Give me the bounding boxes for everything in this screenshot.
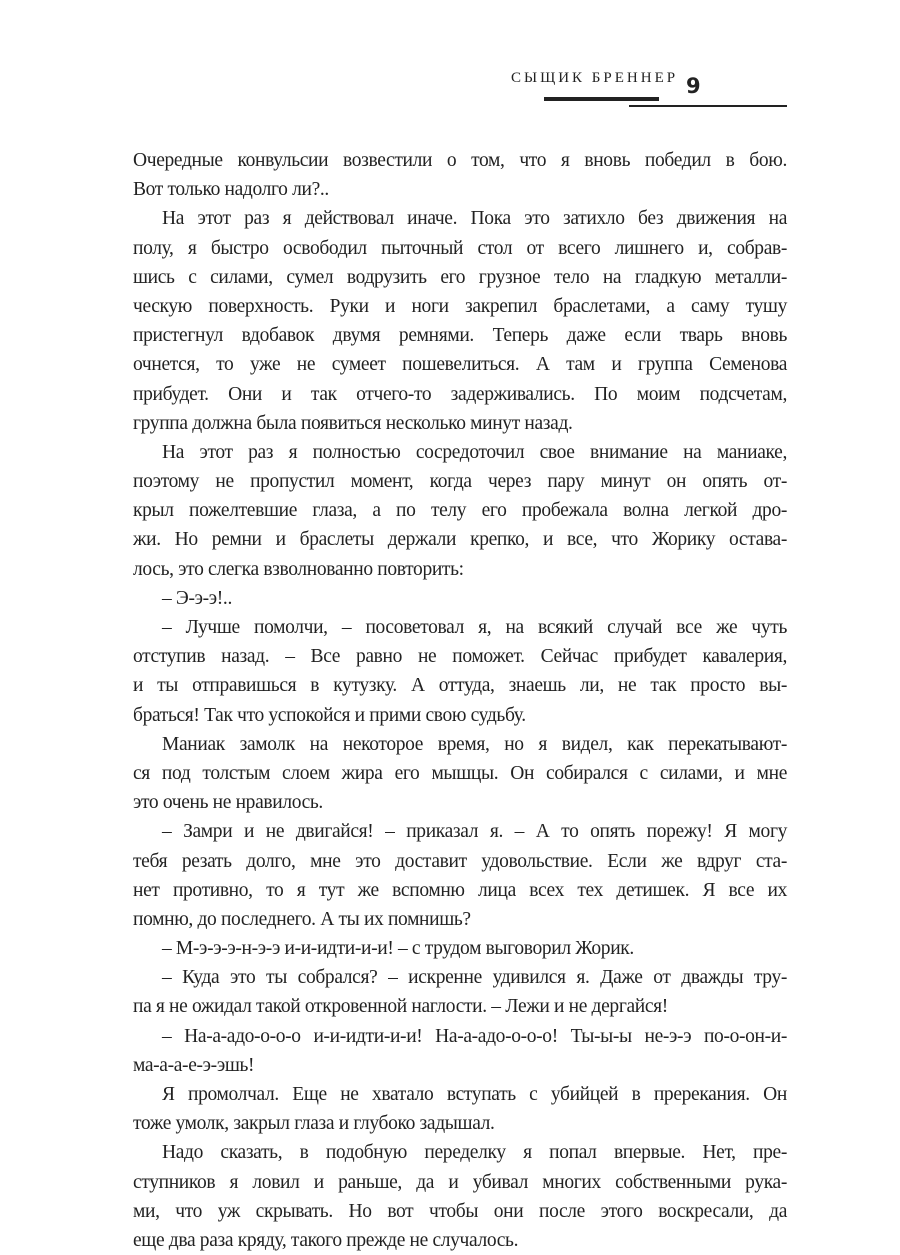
- text-line: – Э-э-э!..: [162, 587, 232, 609]
- text-line: еще два раза кряду, такого прежде не случалось.: [133, 1229, 519, 1251]
- text-line: тоже умолк, закрыл глаза и глубоко задышал.: [133, 1113, 495, 1135]
- text-line: На этот раз я действовал иначе. Пока это затихло без движения на: [162, 208, 787, 230]
- paragraph: [133, 1080, 787, 1138]
- paragraph: [133, 146, 787, 204]
- paragraph: [133, 730, 787, 818]
- text-line: очнется, то уже не сумеет пошевелиться. А там и группа Семенова: [133, 354, 787, 376]
- text-line: Я промолчал. Еще не хватало вступать с убийцей в пререкания. Он: [162, 1084, 787, 1105]
- paragraph: [133, 438, 787, 584]
- paragraph: [133, 1138, 787, 1255]
- text-line: – Замри и не двигайся! – приказал я. – А то опять порежу! Я могу: [162, 821, 787, 843]
- text-line: крыл пожелтевшие глаза, а по телу его пробежала волна легкой дро-: [133, 500, 787, 522]
- text-line: ся под толстым слоем жира его мышцы. Он собирался с силами, и мне: [133, 762, 787, 784]
- header-thick-rule: [544, 97, 659, 101]
- text-line: шись с силами, сумел водрузить его грузное тело на гладкую металли-: [133, 266, 787, 288]
- header-thin-rule: [629, 105, 787, 107]
- running-title: СЫЩИК БРЕННЕР: [511, 70, 679, 86]
- paragraph: [133, 584, 787, 613]
- paragraph: [133, 1022, 787, 1080]
- text-line: – М-э-э-э-н-э-э и-и-идти-и-и! – с трудом выговорил Жорик.: [162, 938, 634, 960]
- text-line: помню, до последнего. А ты их помнишь?: [133, 908, 471, 930]
- text-line: ми, что уж скрывать. Но вот чтобы они после этого воскресали, да: [133, 1200, 787, 1222]
- text-line: группа должна была появиться несколько минут назад.: [133, 412, 573, 434]
- text-line: прибудет. Они и так отчего-то задерживались. По моим подсчетам,: [133, 383, 787, 405]
- text-line: и ты отправишься в кутузку. А оттуда, знаешь ли, не так просто вы-: [133, 675, 787, 697]
- text-line: лось, это слегка взволнованно повторить:: [133, 558, 464, 580]
- text-line: это очень не нравилось.: [133, 792, 323, 814]
- text-line: браться! Так что успокойся и прими свою судьбу.: [133, 704, 526, 726]
- text-line: ческую поверхность. Руки и ноги закрепил браслетами, а саму тушу: [133, 295, 787, 317]
- paragraph: [133, 204, 787, 438]
- text-line: Очередные конвульсии возвестили о том, что я вновь победил в бою.: [133, 150, 787, 171]
- paragraph: [133, 963, 787, 1021]
- paragraph: [133, 817, 787, 934]
- text-line: ступников я ловил и раньше, да и убивал многих собственными рука-: [133, 1171, 787, 1193]
- text-line: поэтому не пропустил момент, когда через пару минут он опять от-: [133, 471, 787, 493]
- text-line: жи. Но ремни и браслеты держали крепко, и все, что Жорику остава-: [133, 529, 787, 551]
- page-number: 9: [686, 74, 701, 98]
- text-line: нет противно, то я тут же вспомню лица всех тех детишек. Я все их: [133, 879, 787, 901]
- text-line: Вот только надолго ли?..: [133, 179, 329, 201]
- text-line: ма-а-а-е-э-эшь!: [133, 1054, 255, 1076]
- paragraph: [133, 934, 787, 963]
- text-line: – Куда это ты собрался? – искренне удивился я. Даже от дважды тру-: [162, 967, 787, 989]
- text-line: полу, я быстро освободил пыточный стол от всего лишнего и, собрав-: [133, 237, 787, 259]
- text-line: Надо сказать, в подобную переделку я попал впервые. Нет, пре-: [162, 1142, 787, 1164]
- text-line: пристегнул вдобавок двумя ремнями. Теперь даже если тварь вновь: [133, 325, 787, 347]
- text-line: па я не ожидал такой откровенной наглости. – Лежи и не дергайся!: [133, 996, 668, 1018]
- text-line: тебя резать долго, мне это доставит удовольствие. Если же вдруг ста-: [133, 850, 787, 872]
- text-line: Маниак замолк на некоторое время, но я видел, как перекатывают-: [162, 733, 787, 755]
- body-text: [133, 146, 787, 1255]
- text-line: отступив назад. – Все равно не поможет. Сейчас прибудет кавалерия,: [133, 646, 787, 668]
- text-line: На этот раз я полностью сосредоточил свое внимание на маниаке,: [162, 441, 787, 463]
- text-line: – Лучше помолчи, – посоветовал я, на всякий случай все же чуть: [162, 617, 787, 638]
- paragraph: [133, 613, 787, 730]
- text-line: – На-а-адо-о-о-о и-и-идти-и-и! На-а-адо-о-о-о! Ты-ы-ы не-э-э по-о-он-и-: [162, 1025, 787, 1047]
